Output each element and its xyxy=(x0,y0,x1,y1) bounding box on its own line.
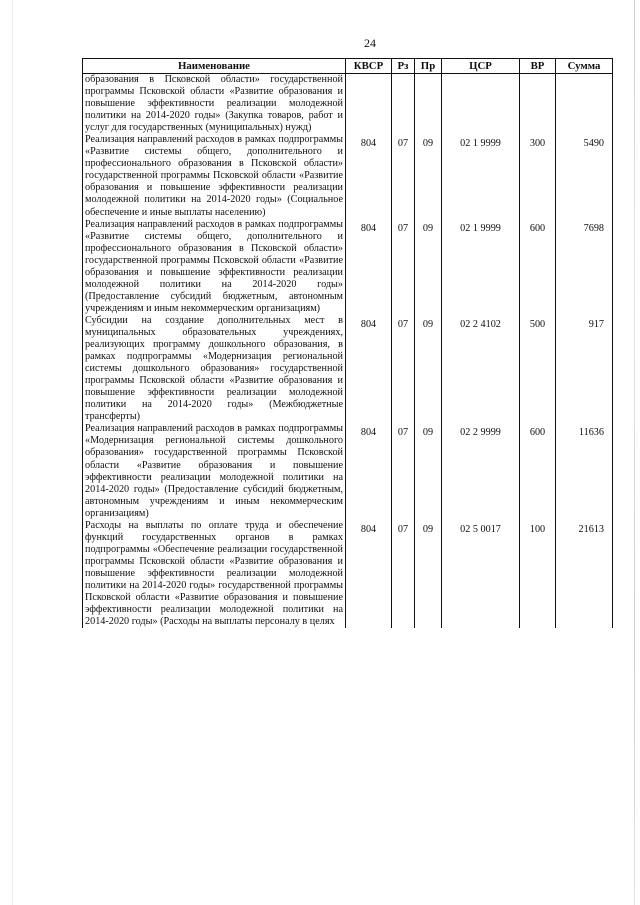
row-kvsr: 804 xyxy=(346,423,392,519)
row-name: Реализация направлений расходов в рамках подпрограммы «Развитие системы общего, дополнительного и профессионального образования в Псковской области» государственной программы Псковской области «Развитие образования и повышение эффективности реализации молодежной политики на 2014-2020 годы» (Предоставление субсидий бюджетным, автономным учреждениям и иным некоммерческим организациям) xyxy=(83,219,346,315)
row-kvsr: 804 xyxy=(346,219,392,315)
table-row xyxy=(83,315,613,423)
row-sum: 5490 xyxy=(556,134,613,218)
table-row xyxy=(83,134,613,218)
row-pr: 09 xyxy=(415,520,442,628)
row-vr: 100 xyxy=(520,520,556,628)
row-csr: 02 1 9999 xyxy=(442,134,520,218)
row-pr: 09 xyxy=(415,315,442,423)
row-sum: 7698 xyxy=(556,219,613,315)
row-sum: 11636 xyxy=(556,423,613,519)
column-header-kvsr: КВСР xyxy=(346,59,392,74)
row-sum: 21613 xyxy=(556,520,613,628)
table-header-row xyxy=(83,59,613,74)
row-vr xyxy=(520,74,556,135)
column-header-name: Наименование xyxy=(83,59,346,74)
column-header-vr: ВР xyxy=(520,59,556,74)
row-csr: 02 1 9999 xyxy=(442,219,520,315)
row-csr xyxy=(442,74,520,135)
row-vr: 600 xyxy=(520,423,556,519)
column-header-rz: Рз xyxy=(392,59,415,74)
row-rz xyxy=(392,74,415,135)
row-pr: 09 xyxy=(415,134,442,218)
row-vr: 600 xyxy=(520,219,556,315)
row-pr: 09 xyxy=(415,423,442,519)
row-name: Реализация направлений расходов в рамках подпрограммы «Модернизация региональной системы дошкольного образования» государственной программы Псковской области «Развитие образования и повышение эффективности реализации молодежной политики на 2014-2020 годы» (Предоставление субсидий бюджетным, автономным учреждениям и иным некоммерческим организациям) xyxy=(83,423,346,519)
row-sum: 917 xyxy=(556,315,613,423)
row-rz: 07 xyxy=(392,315,415,423)
row-name: Реализация направлений расходов в рамках подпрограммы «Развитие системы общего, дополнительного и профессионального образования в Псковской области» государственной программы Псковской области «Развитие образования и повышение эффективности реализации молодежной политики на 2014-2020 годы» (Социальное обеспечение и иные выплаты населению) xyxy=(83,134,346,218)
row-kvsr: 804 xyxy=(346,134,392,218)
row-rz: 07 xyxy=(392,134,415,218)
row-sum xyxy=(556,74,613,135)
scan-edge-left xyxy=(12,0,13,905)
scan-edge-right xyxy=(634,0,635,905)
row-name: Субсидии на создание дополнительных мест в муниципальных образовательных учреждениях, реализующих программу дошкольного образования, в рамках подпрограммы «Модернизация региональной системы дошкольного образования» государственной программы Псковской области «Развитие образования и повышение эффективности реализации молодежной политики на 2014-2020 годы» (Межбюджетные трансферты) xyxy=(83,315,346,423)
table-row xyxy=(83,520,613,628)
row-csr: 02 2 4102 xyxy=(442,315,520,423)
row-rz: 07 xyxy=(392,520,415,628)
row-csr: 02 5 0017 xyxy=(442,520,520,628)
row-pr: 09 xyxy=(415,219,442,315)
row-name: образования в Псковской области» государственной программы Псковской области «Развитие образования и повышение эффективности реализации молодежной политики на 2014-2020 годы» (Закупка товаров, работ и услуг для государственных (муниципальных) нужд) xyxy=(83,74,346,135)
table-row xyxy=(83,219,613,315)
row-pr xyxy=(415,74,442,135)
row-name: Расходы на выплаты по оплате труда и обеспечение функций государственных органов в рамках подпрограммы «Обеспечение реализации государственной программы Псковской области «Развитие образования и повышение эффективности реализации молодежной политики на 2014-2020 годы» государственной программы Псковской области «Развитие образования и повышение эффективности реализации молодежной политики на 2014-2020 годы» (Расходы на выплаты персоналу в целях xyxy=(83,520,346,628)
column-header-pr: Пр xyxy=(415,59,442,74)
table-row xyxy=(83,74,613,135)
budget-table xyxy=(82,58,613,628)
column-header-sum: Сумма xyxy=(556,59,613,74)
row-rz: 07 xyxy=(392,423,415,519)
row-kvsr xyxy=(346,74,392,135)
page-number: 24 xyxy=(364,36,376,50)
row-kvsr: 804 xyxy=(346,315,392,423)
row-rz: 07 xyxy=(392,219,415,315)
row-csr: 02 2 9999 xyxy=(442,423,520,519)
table-row xyxy=(83,423,613,519)
column-header-csr: ЦСР xyxy=(442,59,520,74)
row-kvsr: 804 xyxy=(346,520,392,628)
row-vr: 300 xyxy=(520,134,556,218)
row-vr: 500 xyxy=(520,315,556,423)
